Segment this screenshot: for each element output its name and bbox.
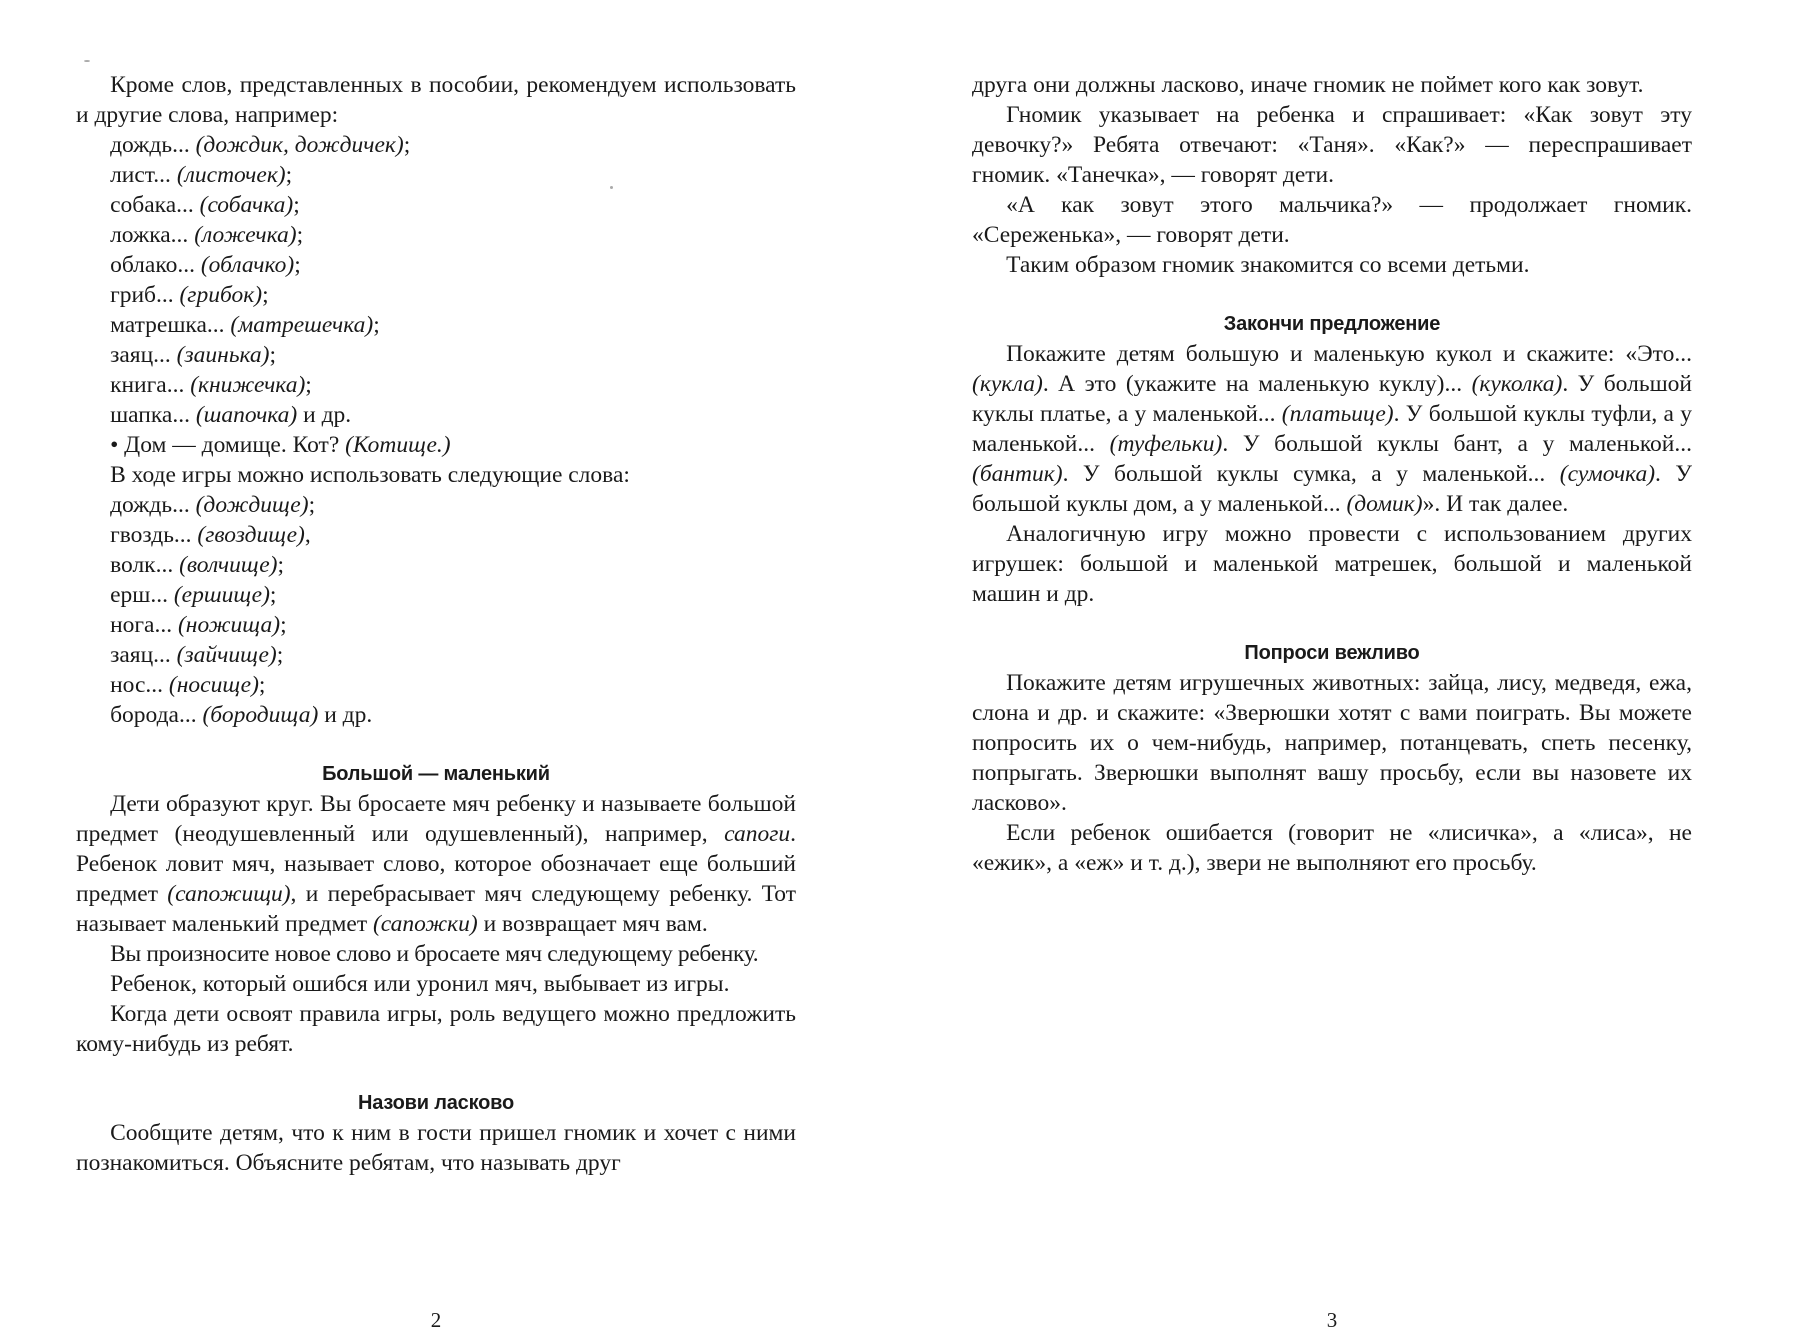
answer-word: (книжечка) xyxy=(190,372,306,398)
word-ending: ; xyxy=(294,252,301,278)
word-line xyxy=(76,250,796,280)
italic-run: (куколка) xyxy=(1471,371,1563,397)
bullet-line: • Дом — домище. Кот? (Котище.) xyxy=(110,432,451,458)
call-kindly-continuation: друга они должны ласково, иначе гномик не поймет кого как зовут. xyxy=(972,72,1644,98)
base-word: матрешка... xyxy=(110,312,231,338)
text-run: . У большой куклы сумка, а у маленькой... xyxy=(1062,461,1560,487)
word-line xyxy=(76,370,796,400)
word-ending: ; xyxy=(308,492,316,518)
word-ending: ; xyxy=(258,672,266,698)
word-ending: ; xyxy=(373,312,380,338)
page-number-right: 3 xyxy=(1326,1308,1338,1332)
word-line xyxy=(76,340,796,370)
base-word: шапка... xyxy=(110,402,196,428)
word-line xyxy=(76,670,796,700)
page-number-left: 2 xyxy=(430,1308,442,1332)
base-word: заяц... xyxy=(110,342,177,368)
section-title-big-small: Большой — маленький xyxy=(322,763,550,785)
base-word: ерш... xyxy=(110,582,174,608)
word-line xyxy=(76,700,796,730)
game-words-intro: В ходе игры можно использовать следующие слова: xyxy=(110,462,630,488)
answer-word: (зайчище) xyxy=(176,642,277,668)
base-word: книга... xyxy=(110,372,191,398)
word-ending: ; xyxy=(269,582,277,608)
italic-run: сапоги xyxy=(724,821,791,847)
big-small-paragraph-3: Ребенок, который ошибся или уронил мяч, выбывает из игры. xyxy=(110,971,730,997)
augmentative-word-list xyxy=(76,490,796,730)
word-line xyxy=(76,640,796,670)
text-run: , и перебрасывает мяч следующему ребенку. Тот называет маленький предмет xyxy=(76,881,796,937)
right-page-text xyxy=(972,70,1692,878)
italic-run: (сумочка) xyxy=(1559,461,1656,487)
base-word: нос... xyxy=(110,672,169,698)
base-word: гриб... xyxy=(110,282,180,308)
word-line xyxy=(76,580,796,610)
ask-politely-paragraph-2: Если ребенок ошибается (говорит не «лисичка», а «лиса», не «ежик», а «еж» и т. д.), звери не выполняют его просьбу. xyxy=(972,820,1692,876)
word-line xyxy=(76,550,796,580)
base-word: волк... xyxy=(110,552,180,578)
base-word: лист... xyxy=(110,162,177,188)
answer-word: (шапочка) xyxy=(195,402,298,428)
call-kindly-paragraph-4: Таким образом гномик знакомится со всеми детьми. xyxy=(1006,252,1530,278)
answer-word: (носище) xyxy=(168,672,259,698)
text-run: . У большой куклы туфли, а у маленькой... xyxy=(972,401,1693,457)
base-word: гвоздь... xyxy=(110,522,198,548)
base-word: облако... xyxy=(110,252,201,278)
word-line xyxy=(76,190,796,220)
answer-word: (ложечка) xyxy=(194,222,297,248)
word-ending: ; xyxy=(276,642,284,668)
finish-sentence-paragraph-2: Аналогичную игру можно провести с использованием других игрушек: большой и маленькой матрешек, большой и маленькой машин и др. xyxy=(972,521,1692,607)
word-ending: ; xyxy=(277,552,284,578)
big-small-paragraph-1 xyxy=(76,789,796,939)
answer-word: (облачко) xyxy=(200,252,295,278)
intro-paragraph: Кроме слов, представленных в пособии, рекомендуем использовать и другие слова, например: xyxy=(76,72,796,128)
base-word: заяц... xyxy=(110,642,177,668)
word-line xyxy=(76,610,796,640)
word-line xyxy=(76,310,796,340)
italic-run: (сапожищи) xyxy=(167,881,291,907)
base-word: дождь... xyxy=(110,132,196,158)
text-run: . У большой куклы дом, а у маленькой... xyxy=(972,461,1693,517)
call-kindly-paragraph-1: Сообщите детям, что к ним в гости пришел гномик и хочет с ними познакомиться. Объясните ребятам, что называть друг xyxy=(76,1120,796,1176)
answer-word: (заинька) xyxy=(176,342,270,368)
text-run: . У большой куклы бант, а у маленькой... xyxy=(1222,431,1692,457)
text-run: . А это (укажите на маленькую куклу)... xyxy=(1042,371,1472,397)
word-line xyxy=(76,280,796,310)
answer-word: (бородища) xyxy=(202,702,319,728)
left-page-text xyxy=(76,70,796,1178)
word-ending: ; xyxy=(293,192,300,218)
word-line xyxy=(76,490,796,520)
text-run: . У большой куклы платье, а у маленькой... xyxy=(972,371,1692,427)
base-word: борода... xyxy=(110,702,203,728)
word-ending: ; xyxy=(285,162,293,188)
call-kindly-paragraph-3: «А как зовут этого мальчика?» — продолжает гномик. «Сереженька», — говорят дети. xyxy=(972,192,1692,248)
answer-word: (дождище) xyxy=(195,492,309,518)
finish-sentence-paragraph-1 xyxy=(972,339,1692,519)
text-run: . Ребенок ловит мяч, называет слово, которое обозначает еще больший предмет xyxy=(76,821,796,907)
base-word: нога... xyxy=(110,612,178,638)
text-run: и возвращает мяч вам. xyxy=(477,911,708,937)
word-ending: ; xyxy=(296,222,304,248)
word-ending: ; xyxy=(305,372,312,398)
call-kindly-paragraph-2: Гномик указывает на ребенка и спрашивает: «Как зовут эту девочку?» Ребята отвечают: «Таня». «Как?» — переспрашивает гномик. «Танечка», — говорят дети. xyxy=(972,102,1692,188)
word-line xyxy=(76,220,796,250)
word-line xyxy=(76,130,796,160)
italic-run: (туфельки) xyxy=(1109,431,1223,457)
section-title-finish-sentence: Закончи предложение xyxy=(1223,313,1441,335)
big-small-paragraph-4: Когда дети освоят правила игры, роль ведущего можно предложить кому-нибудь из ребят. xyxy=(76,1001,796,1057)
left-page xyxy=(76,70,796,1332)
diminutive-word-list xyxy=(76,130,796,430)
text-run: Покажите детям большую и маленькую кукол и скажите: «Это... xyxy=(1006,341,1692,367)
italic-run: (кукла) xyxy=(972,371,1043,397)
text-run: ». И так далее. xyxy=(1422,491,1569,517)
answer-word: (собачка) xyxy=(199,192,294,218)
italic-run: (бантик) xyxy=(972,461,1063,487)
word-ending: ; xyxy=(269,342,277,368)
answer-word: (волчище) xyxy=(179,552,278,578)
answer-word: (листочек) xyxy=(176,162,286,188)
big-small-paragraph-2: Вы произносите новое слово и бросаете мяч следующему ребенку. xyxy=(110,941,759,967)
word-ending: ; xyxy=(403,132,411,158)
right-page xyxy=(972,70,1693,1332)
base-word: собака... xyxy=(110,192,200,218)
word-ending: ; xyxy=(262,282,269,308)
answer-word: (гвоздище) xyxy=(197,522,305,548)
answer-word: (ершище) xyxy=(173,582,270,608)
italic-run: (домик) xyxy=(1346,491,1423,517)
section-title-call-kindly: Назови ласково xyxy=(358,1092,514,1114)
word-line xyxy=(76,400,796,430)
answer-word: (дождик, дождичек) xyxy=(195,132,404,158)
base-word: дождь... xyxy=(110,492,196,518)
italic-run: (сапожки) xyxy=(372,911,478,937)
word-line xyxy=(76,160,796,190)
word-ending: и др. xyxy=(318,702,373,728)
answer-word: (грибок) xyxy=(179,282,263,308)
ask-politely-paragraph-1: Покажите детям игрушечных животных: зайца, лису, медведя, ежа, слона и др. и скажите: «Зверюшки хотят с вами поиграть. Вы можете попросить их о чем-нибудь, например, потанцевать, спеть песенку, попрыгать. Зверюшки выполнят вашу просьбу, если вы назовете их ласково». xyxy=(972,670,1692,816)
word-ending: , xyxy=(304,522,311,548)
word-ending: и др. xyxy=(297,402,352,428)
section-title-ask-politely: Попроси вежливо xyxy=(1244,642,1420,664)
answer-word: (ножища) xyxy=(177,612,281,638)
text-run: Дети образуют круг. Вы бросаете мяч ребенку и называете большой предмет (неодушевленный или одушевленный), например, xyxy=(76,791,796,847)
base-word: ложка... xyxy=(110,222,195,248)
scan-speck xyxy=(84,60,90,62)
answer-word: (матрешечка) xyxy=(230,312,374,338)
word-line xyxy=(76,520,796,550)
italic-run: (платьице) xyxy=(1281,401,1394,427)
word-ending: ; xyxy=(280,612,287,638)
